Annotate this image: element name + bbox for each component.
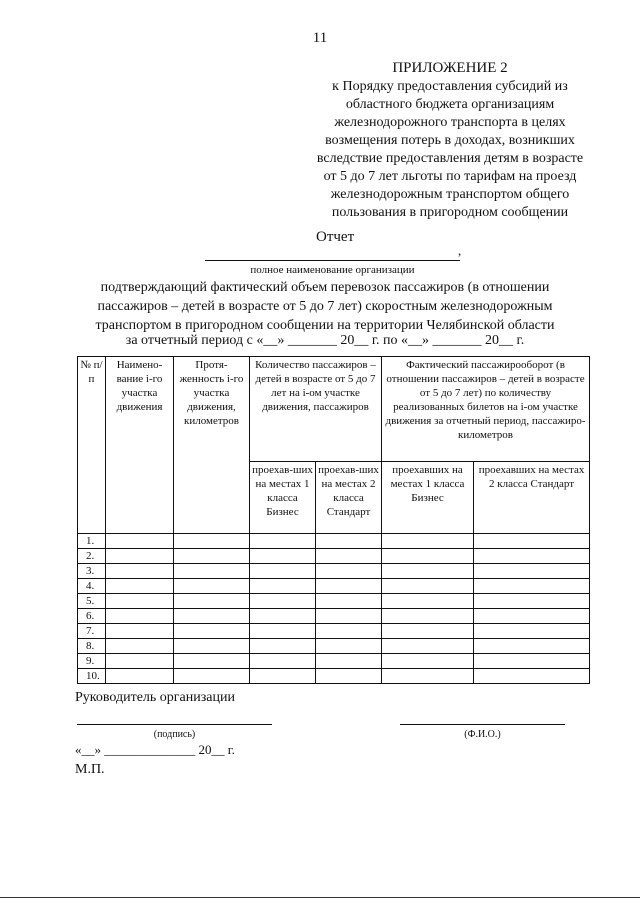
- table-cell[interactable]: [382, 579, 474, 594]
- full-name-caption: (Ф.И.О.): [464, 729, 501, 740]
- table-cell[interactable]: [174, 669, 250, 684]
- row-number: 3.: [78, 564, 106, 579]
- row-number: 2.: [78, 549, 106, 564]
- table-cell[interactable]: [474, 639, 590, 654]
- table-cell[interactable]: [382, 624, 474, 639]
- table-cell[interactable]: [382, 564, 474, 579]
- row-number: 7.: [78, 624, 106, 639]
- header-passenger-turnover: Фактический пассажирооборот (в отношении пассажиров – детей в возрасте от 5 до 7 лет) по количеству реализованных билетов на i-ом участке движения за отчетный период, пассажиро-километров: [382, 357, 590, 462]
- table-cell[interactable]: [382, 669, 474, 684]
- table-cell[interactable]: [382, 534, 474, 549]
- report-description-line: транспортом в пригородном сообщении на территории Челябинской области: [95, 318, 555, 333]
- table-row: [78, 564, 590, 579]
- header-number: № п/п: [78, 357, 106, 534]
- table-cell[interactable]: [474, 669, 590, 684]
- subheader-turnover-standard: проехавших на местах 2 класса Стандарт: [474, 462, 590, 534]
- table-cell[interactable]: [316, 564, 382, 579]
- table-cell[interactable]: [250, 594, 316, 609]
- table-cell[interactable]: [174, 549, 250, 564]
- table-row: [78, 669, 590, 684]
- appendix-line: от 5 до 7 лет льготы по тарифам на проезд: [323, 169, 577, 184]
- row-number: 8.: [78, 639, 106, 654]
- appendix-line: областного бюджета организациям: [345, 97, 555, 112]
- table-row: [78, 639, 590, 654]
- table-cell[interactable]: [474, 609, 590, 624]
- table-cell[interactable]: [250, 669, 316, 684]
- row-number: 5.: [78, 594, 106, 609]
- organization-name-line: [205, 247, 460, 261]
- header-section-length: Протя-женность i-го участка движения, километров: [174, 357, 250, 534]
- appendix-line: возмещения потерь в доходах, возникших: [325, 133, 575, 148]
- table-cell[interactable]: [316, 594, 382, 609]
- header-passenger-count: Количество пассажиров – детей в возрасте от 5 до 7 лет на i-ом участке движения, пассажиров: [250, 357, 382, 462]
- row-number: 10.: [78, 669, 106, 684]
- full-name-line[interactable]: [400, 712, 565, 725]
- table-cell[interactable]: [174, 624, 250, 639]
- table-cell[interactable]: [474, 654, 590, 669]
- table-cell[interactable]: [474, 624, 590, 639]
- header-section-name: Наимено-вание i-го участка движения: [106, 357, 174, 534]
- table-cell[interactable]: [106, 609, 174, 624]
- table-cell[interactable]: [250, 624, 316, 639]
- table-cell[interactable]: [382, 594, 474, 609]
- table-cell[interactable]: [250, 564, 316, 579]
- table-row: [78, 549, 590, 564]
- table-cell[interactable]: [316, 609, 382, 624]
- page-number: 11: [312, 30, 328, 46]
- table-row: [78, 534, 590, 549]
- table-cell[interactable]: [174, 594, 250, 609]
- appendix-line: пользования в пригородном сообщении: [331, 205, 569, 220]
- table-cell[interactable]: [316, 624, 382, 639]
- table-row: [78, 594, 590, 609]
- table-cell[interactable]: [474, 534, 590, 549]
- table-row: [78, 654, 590, 669]
- table-cell[interactable]: [316, 579, 382, 594]
- report-title: Отчет: [316, 229, 355, 245]
- table-cell[interactable]: [106, 549, 174, 564]
- table-cell[interactable]: [382, 609, 474, 624]
- table-cell[interactable]: [382, 549, 474, 564]
- table-cell[interactable]: [382, 639, 474, 654]
- table-row: [78, 609, 590, 624]
- page-bottom-rule: [0, 897, 640, 898]
- table-cell[interactable]: [250, 579, 316, 594]
- table-cell[interactable]: [106, 534, 174, 549]
- subheader-count-standard: проехав-ших на местах 2 класса Стандарт: [316, 462, 382, 534]
- organization-name-comma: ,: [458, 243, 462, 258]
- subheader-turnover-business: проехавших на местах 1 класса Бизнес: [382, 462, 474, 534]
- appendix-body: [300, 78, 600, 222]
- signature-date: «__» ______________ 20__ г.: [75, 742, 235, 757]
- table-row: [78, 579, 590, 594]
- report-table: [77, 356, 590, 684]
- signature-line[interactable]: [77, 712, 272, 725]
- row-number: 9.: [78, 654, 106, 669]
- table-cell[interactable]: [174, 579, 250, 594]
- signature-caption: (подпись): [153, 729, 196, 740]
- table-cell[interactable]: [174, 654, 250, 669]
- table-row: [78, 624, 590, 639]
- table-cell[interactable]: [474, 549, 590, 564]
- row-number: 1.: [78, 534, 106, 549]
- table-cell[interactable]: [106, 654, 174, 669]
- organization-head-label: Руководитель организации: [75, 690, 235, 705]
- table-cell[interactable]: [174, 639, 250, 654]
- table-cell[interactable]: [106, 669, 174, 684]
- table-cell[interactable]: [106, 579, 174, 594]
- appendix-line: вследствие предоставления детям в возрасте: [316, 151, 584, 166]
- appendix-line: к Порядку предоставления субсидий из: [332, 79, 568, 94]
- appendix-title: ПРИЛОЖЕНИЕ 2: [392, 60, 508, 76]
- appendix-line: железнодорожного транспорта в целях: [334, 115, 566, 130]
- table-cell[interactable]: [474, 594, 590, 609]
- report-period: за отчетный период с «__» _______ 20__ г. по «__» _______ 20__ г.: [125, 333, 525, 348]
- table-cell[interactable]: [250, 609, 316, 624]
- report-description: [75, 278, 575, 335]
- table-cell[interactable]: [106, 594, 174, 609]
- report-description-line: подтверждающий фактический объем перевозок пассажиров (в отношении: [100, 280, 550, 295]
- organization-name-caption: полное наименование организации: [250, 264, 415, 276]
- table-cell[interactable]: [250, 639, 316, 654]
- table-cell[interactable]: [316, 639, 382, 654]
- table-cell[interactable]: [474, 564, 590, 579]
- table-cell[interactable]: [250, 549, 316, 564]
- table-cell[interactable]: [106, 624, 174, 639]
- table-cell[interactable]: [106, 564, 174, 579]
- row-number: 4.: [78, 579, 106, 594]
- table-cell[interactable]: [250, 654, 316, 669]
- table-cell[interactable]: [174, 534, 250, 549]
- row-number: 6.: [78, 609, 106, 624]
- table-cell[interactable]: [316, 669, 382, 684]
- table-cell[interactable]: [174, 564, 250, 579]
- table-cell[interactable]: [316, 654, 382, 669]
- table-cell[interactable]: [174, 609, 250, 624]
- table-cell[interactable]: [382, 654, 474, 669]
- appendix-line: железнодорожным транспортом общего: [330, 187, 570, 202]
- table-cell[interactable]: [106, 639, 174, 654]
- subheader-count-business: проехав-ших на местах 1 класса Бизнес: [250, 462, 316, 534]
- table-cell[interactable]: [316, 549, 382, 564]
- table-cell[interactable]: [474, 579, 590, 594]
- table-cell[interactable]: [316, 534, 382, 549]
- report-description-line: пассажиров – детей в возрасте от 5 до 7 лет) скоростным железнодорожным: [97, 299, 553, 314]
- table-cell[interactable]: [250, 534, 316, 549]
- stamp-place-label: М.П.: [75, 762, 105, 777]
